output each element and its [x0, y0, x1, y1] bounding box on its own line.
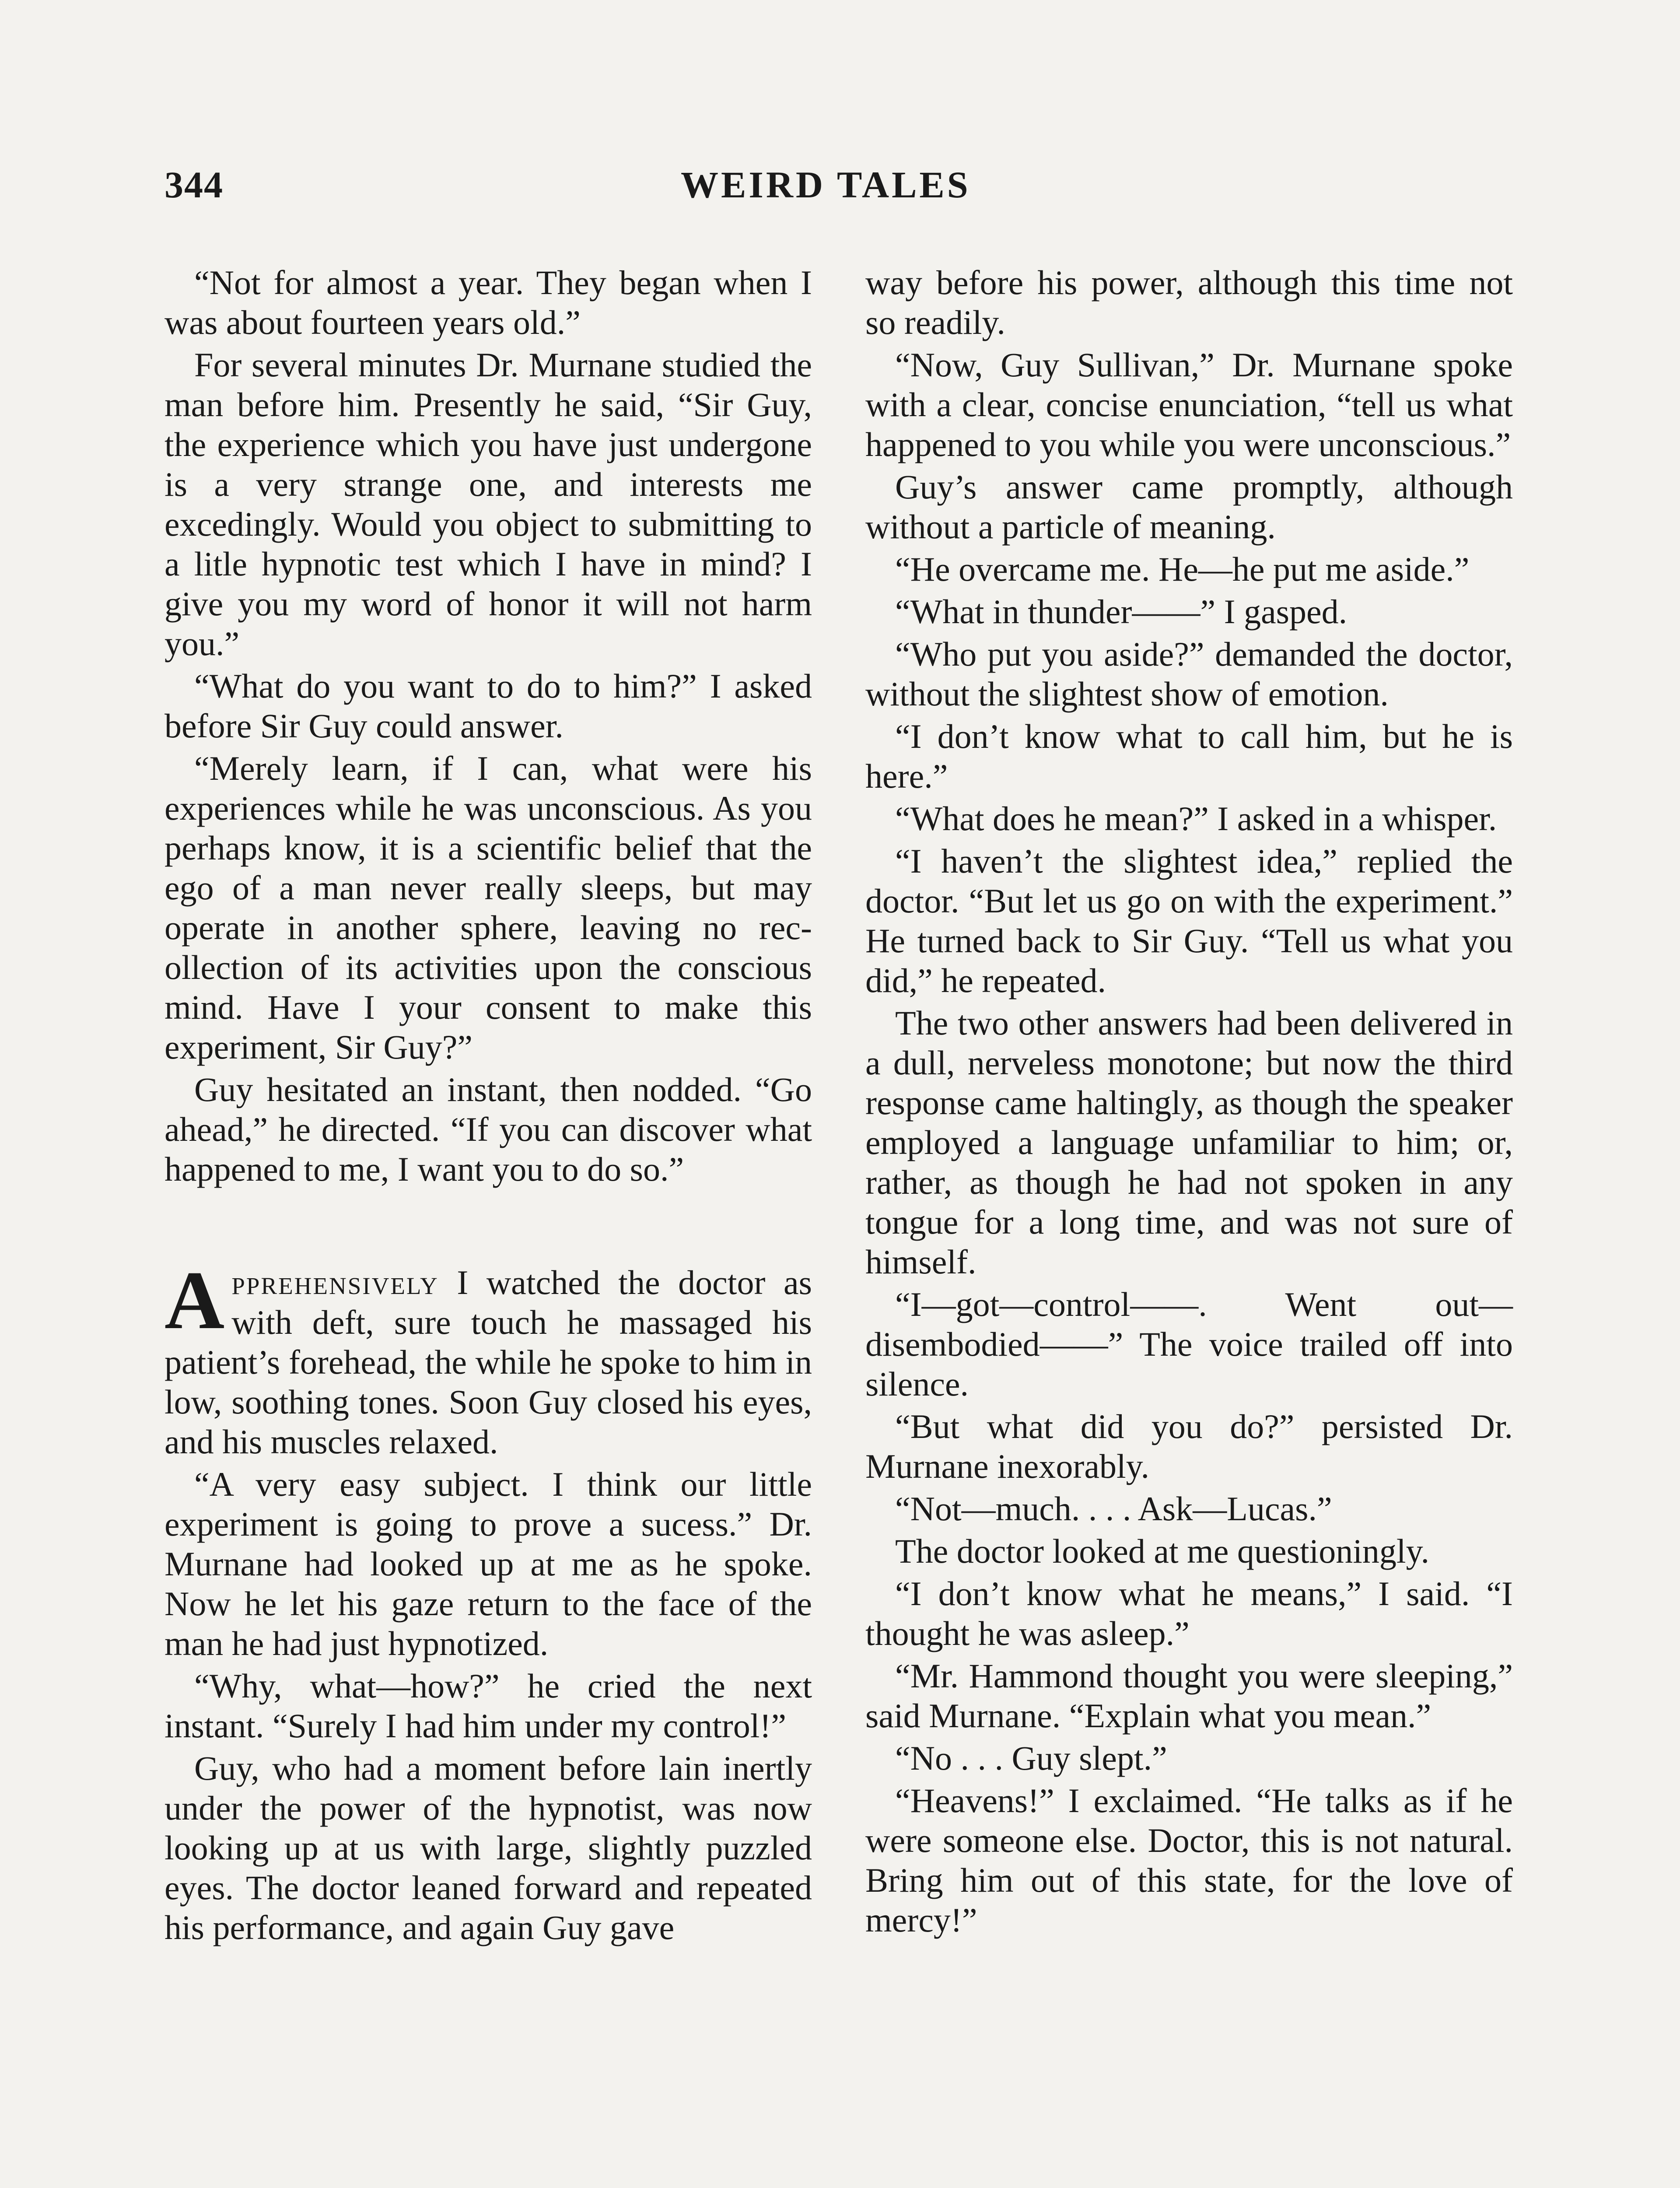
paragraph: “Now, Guy Sullivan,” Dr. Murnane spoke with a clear, concise enunciation, “tell us what happened to you while you were unconscious.” [865, 346, 1513, 463]
running-title: WEIRD TALES [681, 164, 971, 206]
paragraph: “I haven’t the slightest idea,” replied the doctor. “But let us go on with the experiment.” He turned back to Sir Guy. “Tell us what you did,” he repeated. [865, 842, 1513, 999]
small-caps-lead: pprehensively [231, 1263, 439, 1301]
paragraph: “He overcame me. He—he put me aside.” [895, 550, 1470, 588]
page-number: 344 [164, 164, 224, 206]
paragraph: “I don’t know what he means,” I said. “I thought he was asleep.” [865, 1574, 1513, 1652]
paragraph: “Who put you aside?” demanded the doctor, without the slightest show of emotion. [865, 635, 1513, 713]
paragraph: “Mr. Hammond thought you were sleeping,” said Murnane. “Explain what you mean.” [865, 1657, 1513, 1735]
paragraph: “What do you want to do to him?” I asked before Sir Guy could answer. [164, 667, 812, 745]
paragraph: “What does he mean?” I asked in a whisper. [895, 799, 1497, 838]
paragraph: “I—got—control——. Went out—disembodied——” The voice trailed off into silence. [865, 1285, 1513, 1403]
left-column [164, 263, 812, 1950]
paragraph-continued: way before his power, although this time not so readily. [865, 263, 1513, 341]
paragraph: “What in thunder——” I gasped. [895, 593, 1348, 631]
paragraph: “Not for almost a year. They began when I was about fourteen years old.” [164, 263, 812, 341]
page-header [164, 163, 1516, 215]
paragraph-text: I watched the doctor as with deft, sure touch he massaged his patient’s forehead, the while he spoke to him in low, soothing tones. Soon Guy closed his eyes, and his muscles relaxed. [164, 1263, 812, 1461]
right-column [865, 263, 1513, 1943]
paragraph: “But what did you do?” persisted Dr. Murnane inexorably. [865, 1407, 1513, 1485]
paragraph: The two other answers had been delivered in a dull, nerveless monotone; but now the third response came haltingly, as though the speaker employed a language unfamiliar to him; or, rather, as though he had not spoken in any tongue for a long time, and was not sure of himself. [865, 1004, 1513, 1281]
paragraph: For several minutes Dr. Murnane studied the man before him. Presently he said, “Sir Guy, the experience which you have just undergone is a very strange one, and interests me excedingly. Would you object to submitting to a litle hypnotic test which I have in mind? I give you my word of honor it will not harm you.” [164, 346, 812, 663]
drop-cap: A [164, 1255, 225, 1346]
section-opening-paragraph [164, 1255, 812, 1462]
paragraph: The doctor looked at me questioningly. [895, 1532, 1429, 1570]
paragraph: “Merely learn, if I can, what were his experiences while he was unconscious. As you perhaps know, it is a scientific belief that the ego of a man never really sleeps, but may operate in another sphere, leaving no recollection of its activities upon the conscious mind. Have I your consent to make this experiment, Sir Guy?” [164, 749, 812, 1066]
paragraph: Guy, who had a moment before lain inertly under the power of the hypnotist, was now looking up at us with large, slightly puzzled eyes. The doctor leaned forward and repeated his performance, and again Guy gave [164, 1749, 812, 1946]
paragraph: “Why, what—how?” he cried the next instant. “Surely I had him under my control!” [164, 1667, 812, 1745]
paragraph: “Heavens!” I exclaimed. “He talks as if he were someone else. Doctor, this is not natural. Bring him out of this state, for the love of mercy!” [865, 1781, 1513, 1939]
paragraph: “Not—much. . . . Ask—Lucas.” [895, 1490, 1332, 1528]
paragraph: Guy’s answer came promptly, although without a particle of meaning. [865, 468, 1513, 546]
paragraph: Guy hesitated an instant, then nodded. “Go ahead,” he directed. “If you can discover what happened to me, I want you to do so.” [164, 1070, 812, 1188]
paragraph: “I don’t know what to call him, but he is here.” [865, 717, 1513, 795]
paragraph: “A very easy subject. I think our little experiment is going to prove a sucess.” Dr. Murnane had looked up at me as he spoke. Now he let his gaze return to the face of the man he had just hypnotized. [164, 1465, 812, 1662]
paragraph: “No . . . Guy slept.” [895, 1739, 1167, 1777]
